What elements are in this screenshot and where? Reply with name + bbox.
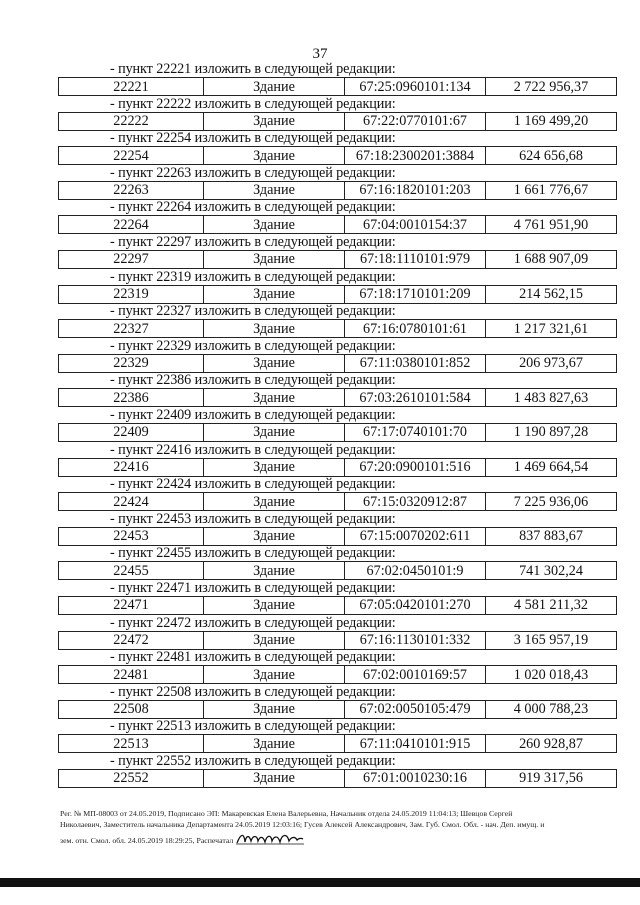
object-type-cell: Здание (204, 112, 345, 130)
item-number-cell: 22552 (59, 769, 204, 787)
object-type-cell: Здание (204, 493, 345, 511)
cadastral-number-cell: 67:02:0050105:479 (345, 700, 486, 718)
table-row (58, 769, 617, 788)
item-number-cell: 22409 (59, 423, 204, 441)
table-row (58, 665, 617, 684)
amendment-heading: - пункт 22329 изложить в следующей редакции: (110, 337, 396, 354)
table-row (58, 250, 617, 269)
entries-list (58, 62, 616, 788)
table-row (58, 631, 617, 650)
item-number-cell: 22319 (59, 285, 204, 303)
cadastral-number-cell: 67:16:1820101:203 (345, 181, 486, 199)
cadastral-value-cell: 214 562,15 (486, 285, 617, 303)
handwritten-signature-icon (235, 830, 305, 846)
cadastral-number-cell: 67:03:2610101:584 (345, 389, 486, 407)
amendment-heading: - пункт 22424 изложить в следующей редакции: (110, 476, 396, 493)
cadastral-value-cell: 1 483 827,63 (486, 389, 617, 407)
amendment-entry (58, 719, 616, 754)
footer-line-2: Николаевич, Заместитель начальника Департамента 24.05.2019 12:03:16; Гусев Алексей Александрович, Зам. Губ. Смол. Обл. - нач. Деп. имущ. и (60, 820, 545, 829)
object-type-cell: Здание (204, 250, 345, 268)
item-number-cell: 22513 (59, 735, 204, 753)
cadastral-value-cell: 1 020 018,43 (486, 666, 617, 684)
cadastral-value-cell: 2 722 956,37 (486, 78, 617, 96)
amendment-heading: - пункт 22453 изложить в следующей редакции: (110, 510, 396, 527)
amendment-entry (58, 477, 616, 512)
table-row (58, 319, 617, 338)
item-number-cell: 22455 (59, 562, 204, 580)
item-number-cell: 22424 (59, 493, 204, 511)
cadastral-number-cell: 67:17:0740101:70 (345, 423, 486, 441)
table-row (58, 423, 617, 442)
amendment-entry (58, 200, 616, 235)
cadastral-number-cell: 67:20:0900101:516 (345, 458, 486, 476)
cadastral-value-cell: 1 469 664,54 (486, 458, 617, 476)
amendment-heading: - пункт 22297 изложить в следующей редакции: (110, 233, 396, 250)
cadastral-number-cell: 67:18:1710101:209 (345, 285, 486, 303)
item-number-cell: 22386 (59, 389, 204, 407)
amendment-entry (58, 339, 616, 374)
cadastral-number-cell: 67:02:0450101:9 (345, 562, 486, 580)
cadastral-number-cell: 67:01:0010230:16 (345, 769, 486, 787)
amendment-heading: - пункт 22263 изложить в следующей редакции: (110, 164, 396, 181)
amendment-heading: - пункт 22481 изложить в следующей редакции: (110, 649, 396, 666)
bottom-scan-bar (0, 878, 640, 887)
cadastral-value-cell: 4 581 211,32 (486, 596, 617, 614)
object-type-cell: Здание (204, 423, 345, 441)
object-type-cell: Здание (204, 735, 345, 753)
cadastral-value-cell: 1 169 499,20 (486, 112, 617, 130)
table-row (58, 181, 617, 200)
cadastral-number-cell: 67:25:0960101:134 (345, 78, 486, 96)
item-number-cell: 22327 (59, 320, 204, 338)
table-row (58, 77, 617, 96)
cadastral-number-cell: 67:16:1130101:332 (345, 631, 486, 649)
object-type-cell: Здание (204, 78, 345, 96)
amendment-heading: - пункт 22222 изложить в следующей редакции: (110, 95, 396, 112)
table-row (58, 215, 617, 234)
footer-line-3-text: зем. отн. Смол. обл. 24.05.2019 18:29:25, Распечатал (60, 836, 234, 845)
item-number-cell: 22264 (59, 216, 204, 234)
signature-footer (60, 808, 616, 846)
item-number-cell: 22416 (59, 458, 204, 476)
table-row (58, 388, 617, 407)
cadastral-value-cell: 7 225 936,06 (486, 493, 617, 511)
footer-line-1: Рег. № МП-08003 от 24.05.2019, Подписано ЭП: Макаревская Елена Валерьевна, Начальник отдела 24.05.2019 11:04:13; Шевцов Сергей (60, 809, 513, 818)
table-row (58, 734, 617, 753)
amendment-heading: - пункт 22471 изложить в следующей редакции: (110, 579, 396, 596)
item-number-cell: 22263 (59, 181, 204, 199)
amendment-entry (58, 62, 616, 97)
cadastral-value-cell: 4 761 951,90 (486, 216, 617, 234)
object-type-cell: Здание (204, 389, 345, 407)
amendment-entry (58, 581, 616, 616)
cadastral-value-cell: 1 190 897,28 (486, 423, 617, 441)
cadastral-value-cell: 206 973,67 (486, 354, 617, 372)
amendment-entry (58, 512, 616, 547)
amendment-heading: - пункт 22416 изложить в следующей редакции: (110, 441, 396, 458)
amendment-entry (58, 443, 616, 478)
amendment-heading: - пункт 22513 изложить в следующей редакции: (110, 718, 396, 735)
table-row (58, 527, 617, 546)
object-type-cell: Здание (204, 666, 345, 684)
table-row (58, 700, 617, 719)
amendment-entry (58, 304, 616, 339)
item-number-cell: 22471 (59, 596, 204, 614)
cadastral-number-cell: 67:16:0780101:61 (345, 320, 486, 338)
cadastral-value-cell: 1 217 321,61 (486, 320, 617, 338)
item-number-cell: 22254 (59, 147, 204, 165)
cadastral-value-cell: 837 883,67 (486, 527, 617, 545)
amendment-heading: - пункт 22386 изложить в следующей редакции: (110, 372, 396, 389)
object-type-cell: Здание (204, 354, 345, 372)
amendment-entry (58, 616, 616, 651)
cadastral-value-cell: 1 688 907,09 (486, 250, 617, 268)
cadastral-number-cell: 67:04:0010154:37 (345, 216, 486, 234)
amendment-entry (58, 685, 616, 720)
object-type-cell: Здание (204, 700, 345, 718)
table-row (58, 458, 617, 477)
amendment-entry (58, 97, 616, 132)
amendment-heading: - пункт 22409 изложить в следующей редакции: (110, 406, 396, 423)
amendment-heading: - пункт 22254 изложить в следующей редакции: (110, 130, 396, 147)
cadastral-value-cell: 1 661 776,67 (486, 181, 617, 199)
cadastral-number-cell: 67:18:1110101:979 (345, 250, 486, 268)
table-row (58, 492, 617, 511)
amendment-heading: - пункт 22327 изложить в следующей редакции: (110, 303, 396, 320)
amendment-heading: - пункт 22552 изложить в следующей редакции: (110, 752, 396, 769)
table-row (58, 146, 617, 165)
object-type-cell: Здание (204, 562, 345, 580)
item-number-cell: 22453 (59, 527, 204, 545)
amendment-heading: - пункт 22508 изложить в следующей редакции: (110, 683, 396, 700)
object-type-cell: Здание (204, 181, 345, 199)
cadastral-value-cell: 624 656,68 (486, 147, 617, 165)
cadastral-number-cell: 67:11:0380101:852 (345, 354, 486, 372)
object-type-cell: Здание (204, 596, 345, 614)
object-type-cell: Здание (204, 320, 345, 338)
amendment-heading: - пункт 22221 изложить в следующей редакции: (110, 61, 396, 77)
amendment-heading: - пункт 22264 изложить в следующей редакции: (110, 199, 396, 216)
cadastral-number-cell: 67:11:0410101:915 (345, 735, 486, 753)
page-number: 37 (312, 46, 328, 62)
amendment-entry (58, 373, 616, 408)
amendment-entry (58, 166, 616, 201)
table-row (58, 561, 617, 580)
cadastral-value-cell: 260 928,87 (486, 735, 617, 753)
item-number-cell: 22508 (59, 700, 204, 718)
amendment-entry (58, 270, 616, 305)
cadastral-number-cell: 67:22:0770101:67 (345, 112, 486, 130)
cadastral-value-cell: 741 302,24 (486, 562, 617, 580)
cadastral-value-cell: 4 000 788,23 (486, 700, 617, 718)
footer-line-3 (60, 830, 616, 846)
cadastral-value-cell: 919 317,56 (486, 769, 617, 787)
amendment-heading: - пункт 22319 изложить в следующей редакции: (110, 268, 396, 285)
amendment-heading: - пункт 22472 изложить в следующей редакции: (110, 614, 396, 631)
object-type-cell: Здание (204, 527, 345, 545)
object-type-cell: Здание (204, 769, 345, 787)
object-type-cell: Здание (204, 458, 345, 476)
amendment-entry (58, 131, 616, 166)
object-type-cell: Здание (204, 631, 345, 649)
cadastral-number-cell: 67:15:0320912:87 (345, 493, 486, 511)
cadastral-number-cell: 67:02:0010169:57 (345, 666, 486, 684)
amendment-entry (58, 754, 616, 789)
cadastral-number-cell: 67:18:2300201:3884 (345, 147, 486, 165)
object-type-cell: Здание (204, 147, 345, 165)
amendment-entry (58, 546, 616, 581)
amendment-heading: - пункт 22455 изложить в следующей редакции: (110, 545, 396, 562)
object-type-cell: Здание (204, 216, 345, 234)
item-number-cell: 22222 (59, 112, 204, 130)
table-row (58, 354, 617, 373)
item-number-cell: 22472 (59, 631, 204, 649)
object-type-cell: Здание (204, 285, 345, 303)
item-number-cell: 22329 (59, 354, 204, 372)
amendment-entry (58, 408, 616, 443)
table-row (58, 596, 617, 615)
item-number-cell: 22481 (59, 666, 204, 684)
item-number-cell: 22297 (59, 250, 204, 268)
amendment-entry (58, 650, 616, 685)
cadastral-value-cell: 3 165 957,19 (486, 631, 617, 649)
table-row (58, 112, 617, 131)
item-number-cell: 22221 (59, 78, 204, 96)
amendment-entry (58, 235, 616, 270)
table-row (58, 285, 617, 304)
cadastral-number-cell: 67:05:0420101:270 (345, 596, 486, 614)
cadastral-number-cell: 67:15:0070202:611 (345, 527, 486, 545)
